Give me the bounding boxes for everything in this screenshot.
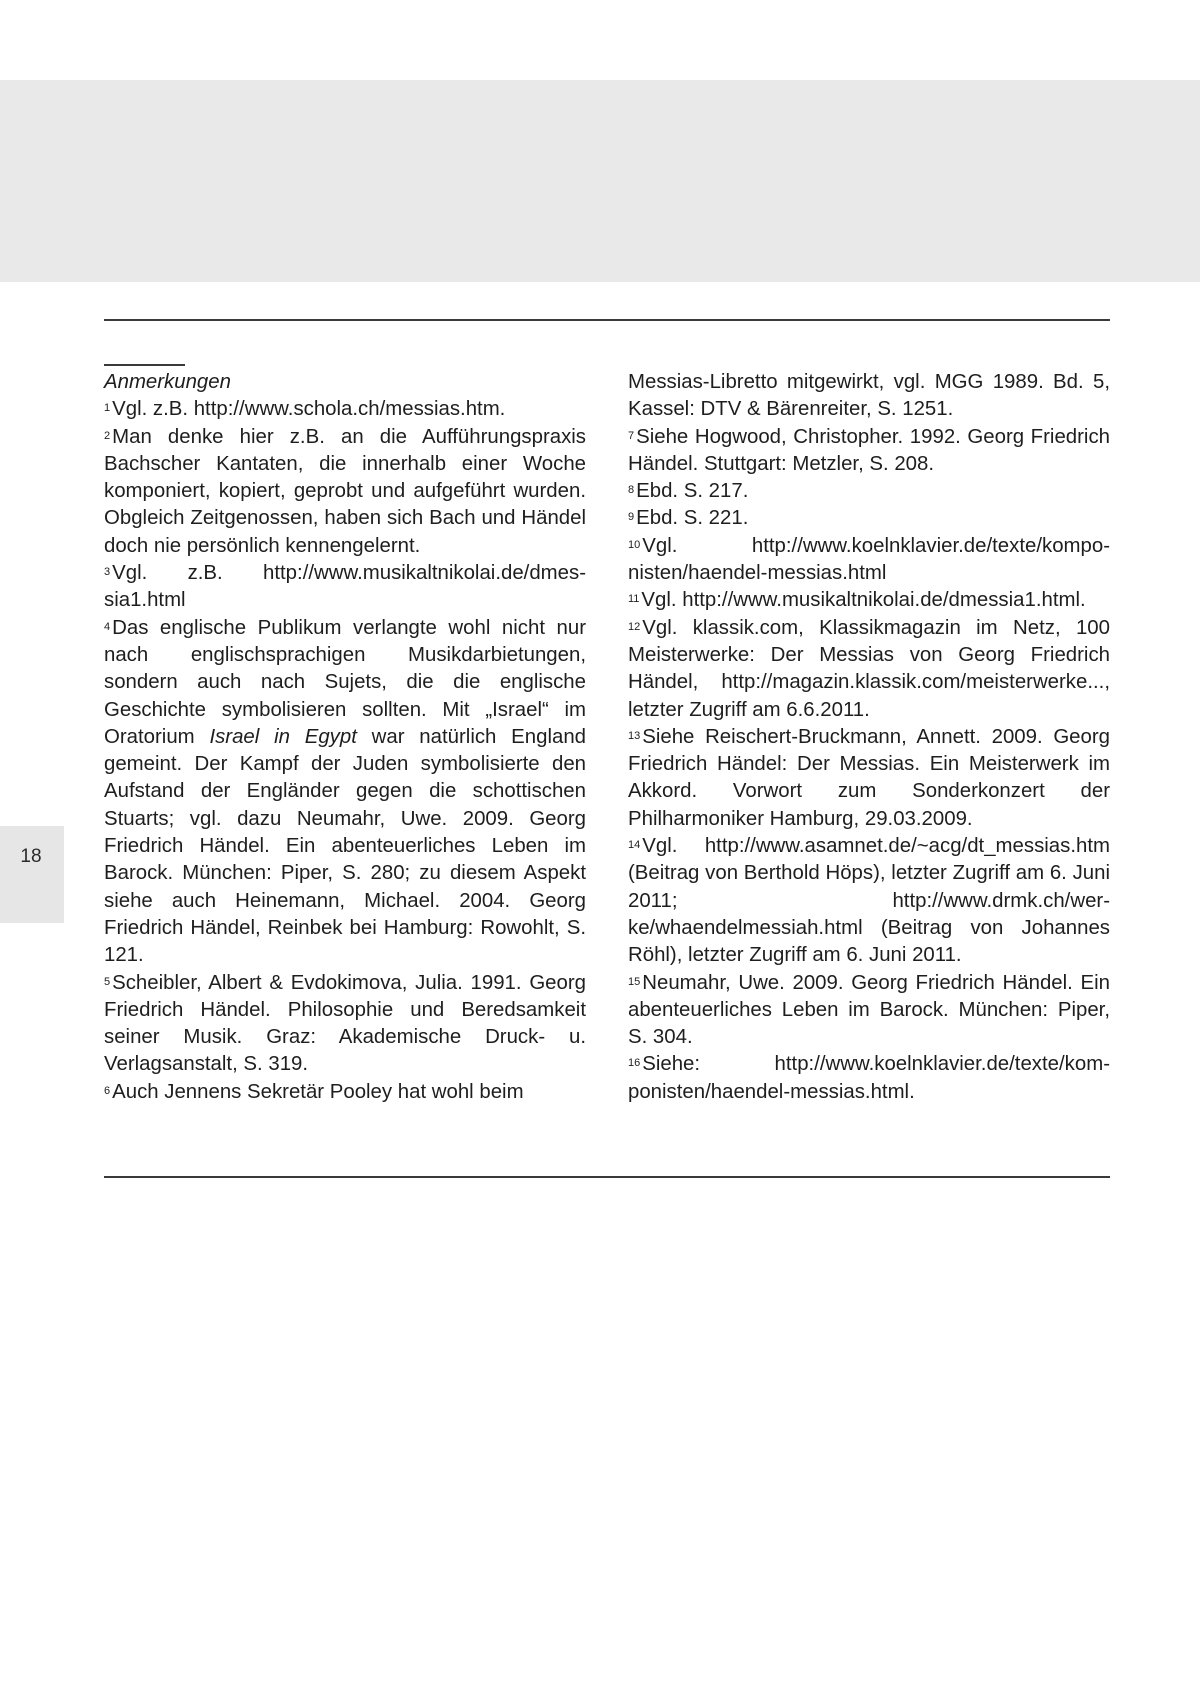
notes-heading: Anmerkungen [104, 371, 231, 393]
footnote-number: 13 [628, 729, 641, 742]
footnote-text: Das englische Publikum verlangte wohl nicht nur nach englischsprachigen Musikdarbietungen, sondern auch nach Sujets, die die englische Geschichte symbolisieren sollten. Mit „Israel“ im Oratorium [104, 616, 586, 748]
footnote-6-continued: Messias-Libretto mitgewirkt, vgl. MGG 1989. Bd. 5, Kassel: DTV & Bärenreiter, S. 1251. [628, 371, 1110, 421]
footnote-number: 10 [628, 538, 641, 551]
footnote-number: 8 [628, 484, 635, 497]
footnote-text: Vgl. klassik.com, Klassikmagazin im Netz, 100 Meisterwerke: Der Messias von Georg Friedrich Händel, http://magazin.klassik.com/meisterwerke..., letzter Zugriff am 6.6.2011. [628, 616, 1110, 721]
footnote-4 [104, 615, 586, 970]
left-column [104, 369, 586, 1106]
page-number: 18 [20, 846, 42, 867]
footnote-number: 5 [104, 975, 111, 988]
footnote-number: 14 [628, 839, 641, 852]
page-tab [0, 826, 64, 923]
footnote-7 [628, 424, 1110, 479]
footnote-text: Siehe Reischert-Bruckmann, Annett. 2009. Georg Friedrich Händel: Der Messias. Ein Meisterwerk im Akkord. Vorwort zum Sonderkonzert der Philharmoniker Hamburg, 29.03.2009. [628, 725, 1110, 830]
footnote-number: 4 [104, 620, 111, 633]
footnote-10 [628, 533, 1110, 588]
header-band [0, 80, 1200, 282]
footnote-number: 12 [628, 620, 641, 633]
footnote-text: Neumahr, Uwe. 2009. Georg Friedrich Händel. Ein abenteuerliches Leben im Barock. München: Piper, S. 304. [628, 971, 1110, 1049]
footnote-text: Vgl. http://www.musikaltnikolai.de/dmessia1.​html. [641, 589, 1086, 612]
oratorium-title: Israel in Egypt [209, 725, 357, 748]
footnote-number: 15 [628, 975, 641, 988]
bottom-rule [104, 1176, 1110, 1178]
footnote-12 [628, 615, 1110, 724]
footnote-3 [104, 560, 586, 615]
footnote-number: 16 [628, 1057, 641, 1070]
footnote-8 [628, 478, 1110, 505]
footnote-text: Vgl. z.B. http://www.musikaltnikolai.de/dmessia1.html [104, 562, 586, 612]
footnote-13 [628, 724, 1110, 833]
footnote-text: Man denke hier z.B. an die Aufführungspraxis Bachscher Kantaten, die innerhalb einer Woche komponiert, kopiert, geprobt und aufgeführt wurden. Obgleich Zeitgenossen, haben sich Bach und Händel doch nie persönlich kennengelernt. [104, 425, 586, 557]
footnote-number: 9 [628, 511, 635, 524]
footnote-14 [628, 833, 1110, 969]
footnote-5 [104, 970, 586, 1079]
footnote-11 [628, 587, 1110, 614]
footnote-2 [104, 424, 586, 560]
footnote-number: 1 [104, 402, 111, 415]
footnote-6 [104, 1079, 586, 1106]
footnote-separator [104, 364, 185, 366]
footnote-number: 3 [104, 566, 111, 579]
footnote-15 [628, 970, 1110, 1052]
footnote-text-cont: war natürlich England gemeint. Der Kampf der Juden symbolisierte den Aufstand der Engländer gegen die schottischen Stuarts; vgl. dazu Neumahr, Uwe. 2009. Georg Friedrich Händel. Ein abenteuerliches Leben im Barock. München: Piper, S. 280; zu diesem Aspekt siehe auch Heinemann, Michael. 2004. Georg Friedrich Händel, Reinbek bei Hamburg: Rowohlt, S. 121. [104, 725, 586, 967]
footnote-number: 6 [104, 1084, 111, 1097]
footnote-text: Ebd. S. 217. [636, 480, 749, 503]
footnote-number: 2 [104, 429, 111, 442]
footnote-text: Ebd. S. 221. [636, 507, 749, 530]
footnote-text: Siehe Hogwood, Christopher. 1992. Georg Friedrich Händel. Stuttgart: Metzler, S. 208. [628, 425, 1110, 475]
right-column [628, 369, 1110, 1106]
footnote-text: Auch Jennens Sekretär Pooley hat wohl beim [112, 1080, 524, 1103]
footnote-number: 11 [628, 593, 640, 606]
footnote-1 [104, 396, 586, 423]
footnote-16 [628, 1051, 1110, 1106]
footnote-text: Scheibler, Albert & Evdokimova, Julia. 1991. Georg Friedrich Händel. Philosophie und Beredsamkeit seiner Musik. Graz: Akademische Druck- u. Verlagsanstalt, S. 319. [104, 971, 586, 1076]
footnote-9 [628, 505, 1110, 532]
footnote-text: Vgl. z.B. http://www.schola.ch/messias.htm. [112, 398, 506, 421]
footnote-text: Vgl. http://www.asamnet.de/~acg/dt_messias.htm (Beitrag von Berthold Höps), letzter Zugriff am 6. Juni 2011; http://www.drmk.ch/werke/whaendelmessiah.html (Beitrag von Johannes Röhl), letzter Zugriff am 6. Juni 2011. [628, 835, 1110, 967]
footnote-text: Vgl. http://www.koelnklavier.de/texte/komponisten/haendel-messias.html [628, 534, 1110, 585]
footnote-text: Siehe: http://www.koelnklavier.de/texte/komponisten/haendel-messias.html. [628, 1053, 1110, 1103]
top-rule [104, 319, 1110, 321]
footnote-number: 7 [628, 429, 635, 442]
